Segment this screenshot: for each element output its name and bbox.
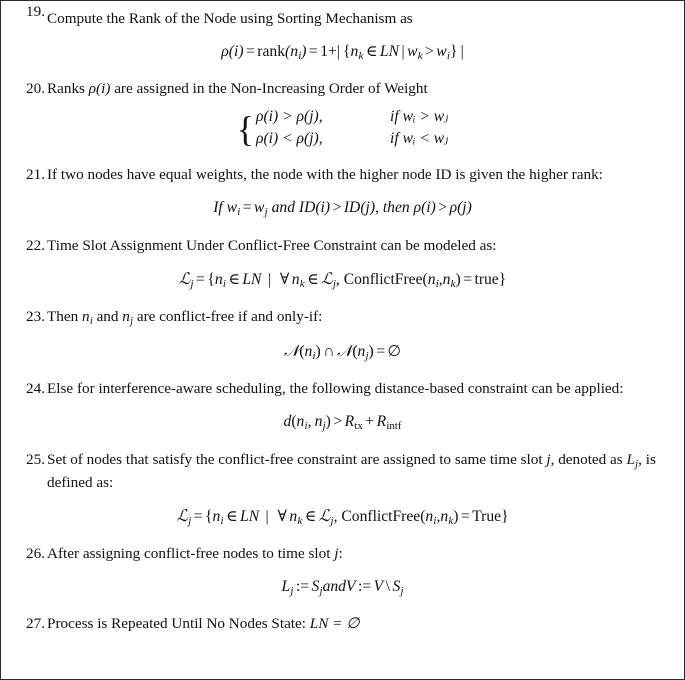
spacer bbox=[1, 329, 684, 340]
step-25-text-post: , is defined as: bbox=[47, 450, 656, 491]
case-condition-1: if wᵢ > wⱼ bbox=[390, 108, 449, 126]
case-row-1 bbox=[256, 108, 448, 125]
truth-value-25: True bbox=[472, 507, 502, 525]
step-25-text-mid: , denoted as bbox=[550, 450, 627, 468]
step-26-text bbox=[47, 543, 672, 565]
spacer bbox=[1, 599, 684, 613]
step-21-text: If two nodes have equal weights, the node with the higher node ID is given the higher rank: bbox=[47, 166, 603, 184]
truth-value-22: true bbox=[474, 270, 499, 288]
step-19 bbox=[1, 1, 684, 30]
spacer bbox=[1, 186, 684, 197]
step-27 bbox=[1, 613, 684, 635]
step-20-text bbox=[47, 78, 672, 100]
step-23-text-mid: and bbox=[92, 307, 123, 325]
step-20-rho: ρ(i) bbox=[88, 80, 111, 98]
spacer bbox=[1, 30, 684, 41]
step-23-text: Then $n_i$ and $n_j$ are conflict-free if and only-if: bbox=[47, 307, 323, 327]
step-22 bbox=[1, 235, 684, 257]
step-26-j: j bbox=[334, 545, 339, 563]
spacer bbox=[1, 565, 684, 576]
step-23-text-post: are conflict-free if and only-if: bbox=[133, 307, 323, 325]
step-21-number: 21. bbox=[26, 166, 45, 184]
step-25-text-pre: Set of nodes that satisfy the conflict-free constraint are assigned to same time slot bbox=[47, 450, 547, 468]
step-20 bbox=[1, 78, 684, 100]
step-25-number: 25. bbox=[26, 450, 45, 468]
step-22-text: Time Slot Assignment Under Conflict-Free Constraint can be modeled as: bbox=[47, 236, 497, 254]
spacer bbox=[1, 150, 684, 164]
step-23 bbox=[1, 306, 684, 329]
equation-23: $𝒩(n_i)$ ∩ $𝒩(n_j)$ = ∅ bbox=[283, 341, 402, 363]
spacer bbox=[1, 64, 684, 78]
step-19-number: 19. bbox=[26, 3, 45, 20]
equation-26: $L_j$ := $S_jandV$ := V \ $S_j$ bbox=[281, 578, 404, 598]
case-relation-2: ρ(i) < ρ(j), bbox=[256, 130, 323, 148]
spacer bbox=[1, 221, 684, 235]
step-27-equation: LN = ∅ bbox=[309, 615, 360, 633]
case-row-2 bbox=[256, 130, 448, 147]
step-24 bbox=[1, 378, 684, 400]
step-24-text: Else for interference-aware scheduling, the following distance-based constraint can be applied: bbox=[47, 380, 624, 398]
conflict-free-label-22: ConflictFree bbox=[343, 270, 423, 288]
step-24-number: 24. bbox=[26, 380, 45, 398]
step-19-text: Compute the Rank of the Node using Sorting Mechanism as bbox=[47, 10, 413, 27]
step-23-text-pre: Then bbox=[47, 307, 83, 325]
equation-21: If $w_i = w_j$ and ID(i) > ID(j), then ρ(i) > ρ(j) bbox=[213, 199, 472, 219]
step-21 bbox=[1, 164, 684, 186]
left-brace: { bbox=[236, 108, 254, 149]
spacer bbox=[1, 494, 684, 505]
case-condition-2: if wᵢ < wⱼ bbox=[390, 130, 449, 148]
step-20-number: 20. bbox=[26, 80, 45, 98]
step-25-text: Set of nodes that satisfy the conflict-free constraint are assigned to same time slot j, denoted as $L_j$, is defined as: bbox=[47, 450, 656, 491]
step-26-number: 26. bbox=[26, 545, 45, 563]
step-22-number: 22. bbox=[26, 236, 45, 254]
step-25 bbox=[1, 449, 684, 494]
step-25-j: j bbox=[546, 450, 551, 468]
step-20-text-pre: Ranks bbox=[47, 80, 89, 98]
spacer bbox=[1, 292, 684, 306]
equation-22: ℒ$_j$ = {$n_i$ ∈ LN | ∀ $n_k$ ∈ ℒ$_j$, $ConflictFree(n_i,n_k)$ = true} bbox=[178, 268, 507, 290]
equation-20-cases bbox=[1, 106, 684, 150]
cases-rows bbox=[256, 106, 448, 150]
step-27-text-pre: Process is Repeated Until No Nodes State: bbox=[47, 615, 310, 633]
step-26-text-post: : bbox=[338, 545, 343, 563]
spacer bbox=[1, 400, 684, 411]
spacer bbox=[1, 364, 684, 378]
step-27-number: 27. bbox=[26, 615, 45, 633]
step-20-text-post: are assigned in the Non-Increasing Order of Weight bbox=[110, 80, 428, 98]
step-26 bbox=[1, 543, 684, 565]
equation-25: ℒ$_j$ = {$n_i$ ∈ LN | ∀ $n_k$ ∈ ℒ$_j$, $ConflictFree(n_i,n_k)$ = True} bbox=[176, 505, 509, 527]
case-relation-1: ρ(i) > ρ(j), bbox=[256, 108, 323, 126]
step-26-text-pre: After assigning conflict-free nodes to time slot bbox=[47, 545, 335, 563]
step-27-text bbox=[47, 613, 672, 635]
spacer bbox=[1, 257, 684, 268]
step-23-number: 23. bbox=[26, 307, 45, 325]
equation-24: $d(n_i$, $n_j$) > Rtx + Rintf bbox=[283, 413, 402, 433]
r-intf-subscript: intf bbox=[386, 420, 402, 433]
r-tx-subscript: tx bbox=[354, 420, 363, 433]
spacer bbox=[1, 435, 684, 449]
equation-19: $\rho(i) = rank(n_i) = 1+|$ {$n_k$ ∈ LN | $w_k > w_i$} | bbox=[221, 42, 464, 62]
conflict-free-label-25: ConflictFree bbox=[341, 507, 421, 525]
spacer bbox=[1, 529, 684, 543]
algorithm-step-list bbox=[1, 1, 684, 635]
